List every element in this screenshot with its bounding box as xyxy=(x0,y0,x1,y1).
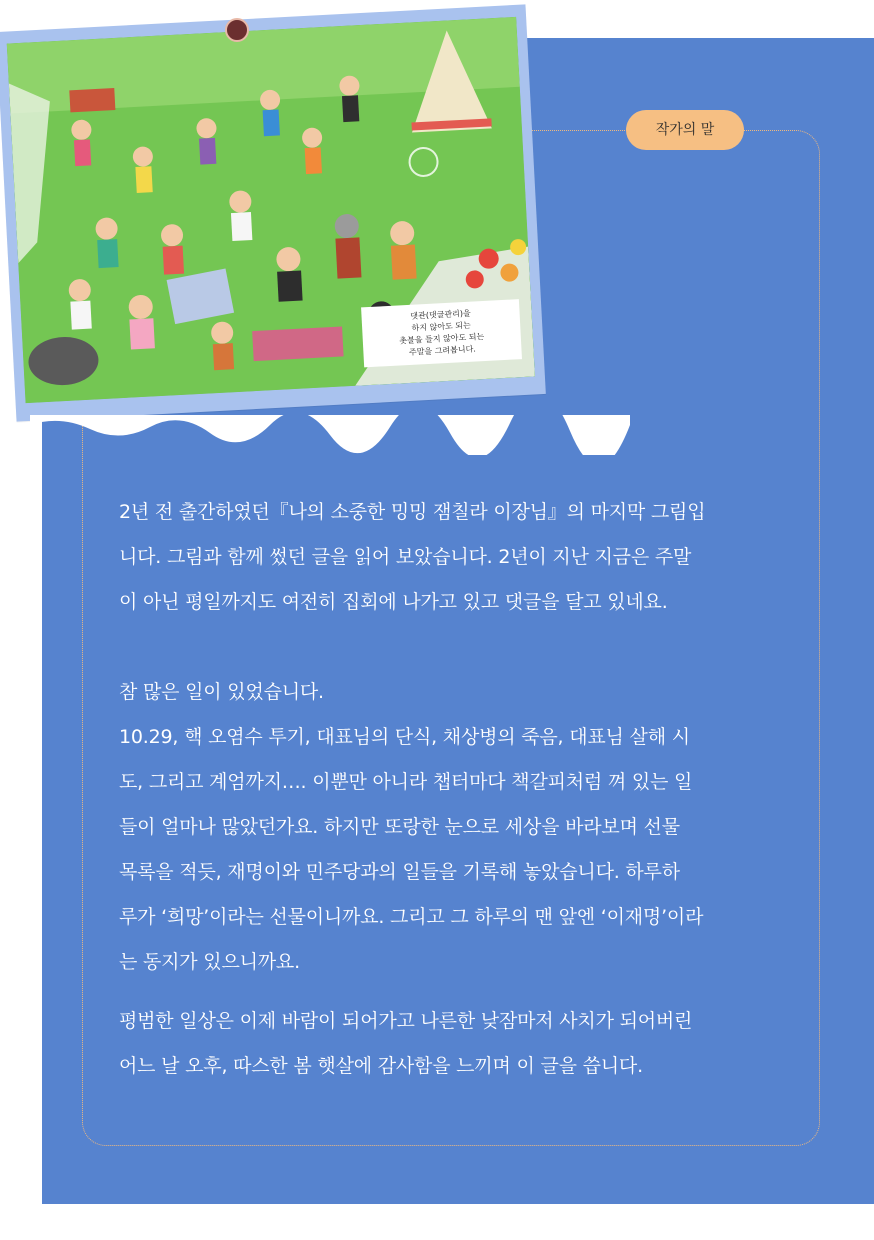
paragraph-line: 목록을 적듯, 재명이와 민주당과의 일들을 기록해 놓았습니다. 하루하 xyxy=(119,861,680,883)
paragraph-line: 도, 그리고 계엄까지…. 이뿐만 아니라 챕터마다 책갈피처럼 껴 있는 일 xyxy=(119,771,693,793)
paragraph-line: 어느 날 오후, 따스한 봄 햇살에 감사함을 느끼며 이 글을 씁니다. xyxy=(119,1055,643,1077)
paragraph-line: 루가 ‘희망’이라는 선물이니까요. 그리고 그 하루의 맨 앞엔 ‘이재명’이라 xyxy=(119,906,704,928)
paragraph-line: 10.29, 핵 오염수 투기, 대표님의 단식, 채상병의 죽음, 대표님 살해 시 xyxy=(119,726,690,748)
caption-line: 주말을 그려봅니다. xyxy=(408,344,477,357)
paragraph-gap xyxy=(119,625,779,670)
paragraph-line: 평범한 일상은 이제 바람이 되어가고 나른한 낮잠마저 사치가 되어버린 xyxy=(119,1010,693,1032)
author-note-text xyxy=(119,490,779,1089)
park-gathering-illustration xyxy=(7,17,535,403)
torn-paper-edge xyxy=(30,415,630,455)
photo-card xyxy=(0,4,546,421)
paragraph-gap xyxy=(119,985,779,999)
caption-line: 하지 않아도 되는 xyxy=(411,320,471,333)
paragraph-line: 는 동지가 있으니까요. xyxy=(119,951,300,973)
photo-card-wrapper xyxy=(0,0,580,480)
paragraph-line: 이 아닌 평일까지도 여전히 집회에 나가고 있고 댓글을 달고 있네요. xyxy=(119,591,668,613)
caption-line: 촛불을 들지 않아도 되는 xyxy=(399,332,485,346)
author-note-badge: 작가의 말 xyxy=(626,110,744,150)
push-pin-icon xyxy=(225,18,249,42)
paragraph-line: 2년 전 출간하였던『나의 소중한 밍밍 잼칠라 이장님』의 마지막 그림입 xyxy=(119,501,706,523)
paragraph-line: 니다. 그림과 함께 썼던 글을 읽어 보았습니다. 2년이 지난 지금은 주말 xyxy=(119,546,692,568)
paragraph-line: 참 많은 일이 있었습니다. xyxy=(119,681,324,703)
illustration-caption xyxy=(361,299,522,367)
paragraph-line: 들이 얼마나 많았던가요. 하지만 또랑한 눈으로 세상을 바라보며 선물 xyxy=(119,816,680,838)
caption-line: 댓관(댓글관리)을 xyxy=(410,308,471,321)
